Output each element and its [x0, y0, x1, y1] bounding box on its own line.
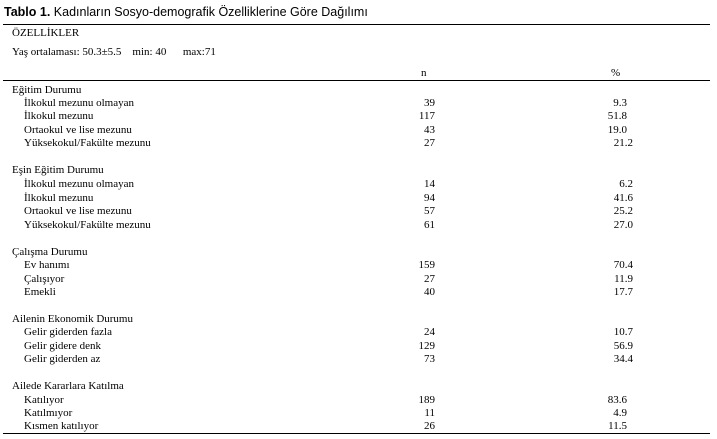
table-row-percent: 10.7: [613, 326, 633, 338]
table-row-label: Gelir gidere denk: [24, 340, 101, 352]
table-row-label: Katılmıyor: [24, 407, 73, 419]
section-title-decision-participation: Ailede Kararlara Katılma: [12, 380, 124, 392]
header-rule: [3, 80, 710, 81]
table-row-label: İlkokul mezunu olmayan: [24, 97, 134, 109]
table-row-n: 189: [418, 394, 435, 406]
table-row-percent: 21.2: [613, 137, 633, 149]
table-row-percent: 19.0: [607, 124, 627, 136]
section-title-education: Eğitim Durumu: [12, 84, 82, 96]
column-header-n: n: [421, 67, 427, 79]
table-row-percent: 34.4: [613, 353, 633, 365]
table-row-percent: 17.7: [613, 286, 633, 298]
age-summary: Yaş ortalaması: 50.3±5.5 min: 40 max:71: [12, 46, 216, 58]
table-row-label: Ortaokul ve lise mezunu: [24, 124, 132, 136]
table-caption: [4, 5, 368, 19]
table-row-percent: 4.9: [613, 407, 627, 419]
characteristics-heading: ÖZELLİKLER: [12, 27, 80, 39]
table-row-label: Gelir giderden fazla: [24, 326, 112, 338]
table-row-n: 43: [424, 124, 435, 136]
table-caption-text: Kadınların Sosyo-demografik Özelliklerine Göre Dağılımı: [50, 5, 368, 19]
table-row-n: 117: [418, 110, 435, 122]
section-title-employment: Çalışma Durumu: [12, 246, 88, 258]
table-row-label: İlkokul mezunu: [24, 110, 94, 122]
table-row-n: 11: [424, 407, 435, 419]
table-row-n: 39: [424, 97, 435, 109]
top-rule: [3, 24, 710, 25]
table-row-percent: 51.8: [607, 110, 627, 122]
table-row-percent: 27.0: [613, 219, 633, 231]
table-row-n: 27: [424, 137, 435, 149]
table-row-n: 61: [424, 219, 435, 231]
table-row-label: Yüksekokul/Fakülte mezunu: [24, 219, 151, 231]
table-caption-label: Tablo 1.: [4, 5, 51, 19]
bottom-rule: [3, 433, 710, 434]
table-row-label: İlkokul mezunu olmayan: [24, 178, 134, 190]
table-row-n: 27: [424, 273, 435, 285]
table-row-label: Emekli: [24, 286, 56, 298]
table-row-n: 26: [424, 420, 435, 432]
table-row-percent: 56.9: [613, 340, 633, 352]
table-row-percent: 11.5: [608, 420, 627, 432]
table-row-n: 24: [424, 326, 435, 338]
table-row-n: 40: [424, 286, 435, 298]
table-row-n: 14: [424, 178, 435, 190]
table-row-percent: 41.6: [613, 192, 633, 204]
table-row-n: 159: [418, 259, 435, 271]
table-row-label: İlkokul mezunu: [24, 192, 94, 204]
table-row-label: Gelir giderden az: [24, 353, 101, 365]
table-row-label: Kısmen katılıyor: [24, 420, 99, 432]
table-row-n: 57: [424, 205, 435, 217]
column-header-percent: %: [611, 67, 621, 79]
section-title-spouse-education: Eşin Eğitim Durumu: [12, 164, 104, 176]
table-row-n: 94: [424, 192, 435, 204]
table-row-percent: 70.4: [613, 259, 633, 271]
table-row-n: 129: [418, 340, 435, 352]
table-row-label: Ortaokul ve lise mezunu: [24, 205, 132, 217]
table-row-percent: 6.2: [619, 178, 633, 190]
table-row-label: Katılıyor: [24, 394, 64, 406]
table-row-label: Yüksekokul/Fakülte mezunu: [24, 137, 151, 149]
table-row-percent: 83.6: [607, 394, 627, 406]
table-row-label: Ev hanımı: [24, 259, 70, 271]
table-row-percent: 11.9: [614, 273, 633, 285]
table-row-n: 73: [424, 353, 435, 365]
table-row-percent: 25.2: [613, 205, 633, 217]
section-title-economic-status: Ailenin Ekonomik Durumu: [12, 313, 133, 325]
table-row-percent: 9.3: [613, 97, 627, 109]
table-row-label: Çalışıyor: [24, 273, 65, 285]
